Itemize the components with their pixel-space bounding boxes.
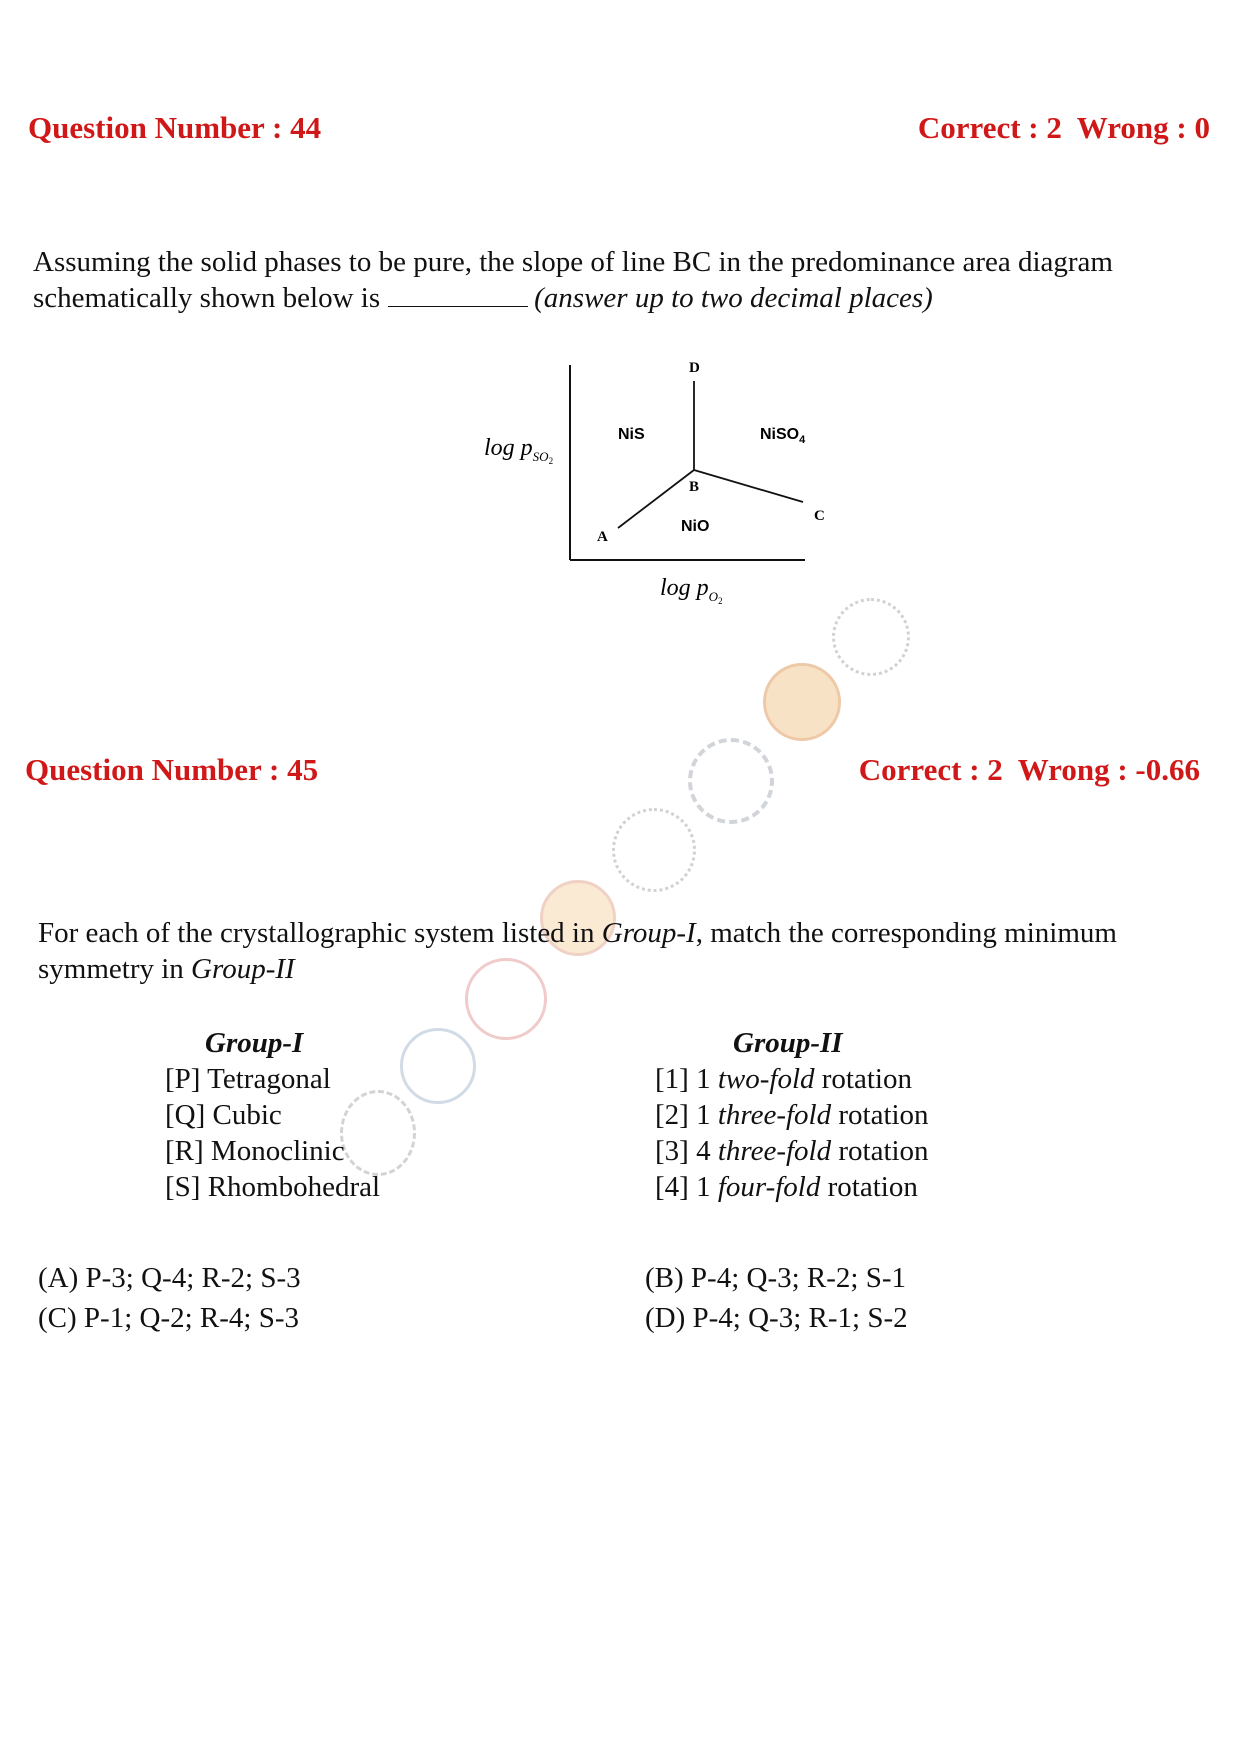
group1-item: [S] Rhombohedral [165,1171,381,1203]
option-a[interactable]: (A) P-3; Q-4; R-2; S-3 [38,1262,301,1294]
q45-text-line1 [38,915,1117,951]
x-axis-subsub: 2 [718,596,723,606]
group2-item: [2] 1 three-fold rotation [655,1099,929,1131]
watermark-seal-7 [400,1028,476,1104]
q45-title: Question Number : 45 [25,752,319,787]
watermark-seal-4 [612,808,696,892]
q44-text-line1: Assuming the solid phases to be pure, the slope of line BC in the predominance area diagram [33,246,1113,278]
region-nio-label: NiO [681,518,710,535]
watermark-seal-3 [688,738,774,824]
region-niso4-label [760,426,806,446]
q44-text-line2-pre: schematically shown below is [33,282,381,314]
option-b[interactable]: (B) P-4; Q-3; R-2; S-1 [645,1262,906,1294]
point-D-label: D [689,360,700,376]
watermark-seal-6 [465,958,547,1040]
diagram-svg [470,345,850,615]
group2-item: [4] 1 four-fold rotation [655,1171,918,1203]
point-A-label: A [597,529,608,545]
q45-text-line2-pre: symmetry in [38,953,184,985]
group1-item: [Q] Cubic [165,1099,282,1131]
y-axis-main: log p [484,435,533,461]
q44-text-line2 [33,280,933,316]
y-axis-sub: SO [532,449,549,464]
niso4-sub: 4 [799,434,806,446]
group1-item: [R] Monoclinic [165,1135,345,1167]
x-axis-main: log p [660,575,709,601]
answer-blank [388,284,528,307]
q45-marks: Correct : 2 Wrong : -0.66 [858,752,1200,787]
q45-text-line2 [38,951,295,987]
y-axis-label [484,435,553,466]
region-nis-label: NiS [618,426,645,443]
option-c[interactable]: (C) P-1; Q-2; R-4; S-3 [38,1302,299,1334]
predominance-diagram [470,345,850,615]
q45-text-line1-post: , match the corresponding minimum [695,917,1117,949]
group2-list [655,1025,929,1205]
group1-title: Group-I [205,1027,304,1059]
q44-marks: Correct : 2 Wrong : 0 [917,110,1210,145]
point-C-label: C [814,508,825,524]
q44-title: Question Number : 44 [28,110,322,145]
q44-answer-note: (answer up to two decimal places) [534,282,933,314]
x-axis-label [660,575,723,606]
q45-group2-ref: Group-II [191,953,295,985]
x-axis-sub: O [708,589,719,604]
q45-text-line1-pre: For each of the crystallographic system listed in [38,917,595,949]
y-axis-subsub: 2 [548,456,554,466]
group1-list [165,1025,380,1205]
group1-item: [P] Tetragonal [165,1063,331,1095]
group2-item: [1] 1 two-fold rotation [655,1063,912,1095]
q45-group1-ref: Group-I [601,917,696,949]
watermark-seal-2 [763,663,841,741]
niso4-main: NiSO [760,426,800,443]
group2-title: Group-II [733,1027,843,1059]
option-d[interactable]: (D) P-4; Q-3; R-1; S-2 [645,1302,908,1334]
point-B-label: B [689,479,700,495]
group2-item: [3] 4 three-fold rotation [655,1135,929,1167]
line-BC [694,470,803,502]
